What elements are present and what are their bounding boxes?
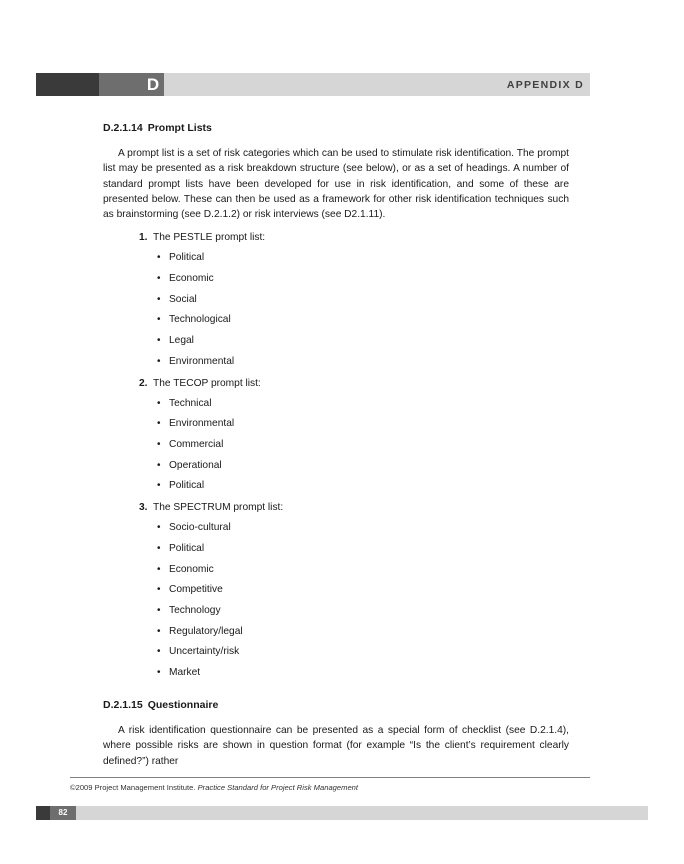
copyright-text: ©2009 Project Management Institute. (70, 783, 196, 792)
list-title-text: The TECOP prompt list: (153, 378, 261, 389)
list-item: • Operational (157, 460, 222, 471)
page-bar (36, 806, 648, 820)
list-item: • Competitive (157, 584, 223, 595)
section-number: D.2.1.14 (103, 122, 143, 134)
section-number: D.2.1.15 (103, 699, 143, 711)
bullet-icon: • (157, 480, 161, 491)
bullet-icon: • (157, 626, 161, 637)
list-item: • Political (157, 543, 205, 554)
bullet-icon: • (157, 314, 161, 325)
list-number: 1. (139, 232, 148, 243)
bullet-icon: • (157, 564, 161, 575)
appendix-label: APPENDIX D (506, 79, 584, 91)
list-number: 2. (139, 378, 148, 389)
page-bar-dark (36, 806, 50, 820)
list-item: • Economic (157, 564, 214, 575)
list-item: • Political (157, 252, 205, 263)
list-title-spectrum (139, 502, 283, 513)
bullet-icon: • (157, 646, 161, 657)
bullet-icon: • (157, 294, 161, 305)
list-title-text: The SPECTRUM prompt list: (153, 502, 284, 513)
bullet-icon: • (157, 584, 161, 595)
bullet-icon: • (157, 543, 161, 554)
bullet-icon: • (157, 273, 161, 284)
list-item: • Commercial (157, 439, 224, 450)
bullet-icon: • (157, 252, 161, 263)
list-number: 3. (139, 502, 148, 513)
bullet-icon: • (157, 522, 161, 533)
list-item: • Political (157, 480, 205, 491)
list-item: • Regulatory/legal (157, 626, 243, 637)
list-item: • Social (157, 294, 197, 305)
list-title-tecop (139, 378, 261, 389)
bullet-icon: • (157, 335, 161, 346)
section-title: Questionnaire (147, 699, 219, 711)
list-item: • Environmental (157, 418, 235, 429)
list-item: • Technical (157, 398, 212, 409)
list-item: • Technology (157, 605, 221, 616)
section-heading-questionnaire (103, 699, 218, 711)
bullet-icon: • (157, 356, 161, 367)
list-item: • Environmental (157, 356, 235, 367)
footer-citation (70, 783, 358, 792)
list-item: • Socio-cultural (157, 522, 231, 533)
list-item: • Technological (157, 314, 231, 325)
appendix-letter: D (146, 75, 160, 94)
footer-rule (70, 777, 590, 778)
bullet-icon: • (157, 460, 161, 471)
bullet-icon: • (157, 398, 161, 409)
section-heading-prompt-lists (103, 122, 212, 134)
list-title-pestle (139, 232, 265, 243)
section-title: Prompt Lists (147, 122, 212, 134)
questionnaire-paragraph: A risk identification questionnaire can be presented as a special form of checklist (see D.2.1.4), where possible risks are shown in question format (for example “Is the client’s requirement clearly defined?”) rather (103, 725, 569, 767)
list-item: • Legal (157, 335, 194, 346)
bullet-icon: • (157, 605, 161, 616)
prompt-lists-paragraph: A prompt list is a set of risk categories which can be used to stimulate risk identification. The prompt list may be presented as a risk breakdown structure (see below), or as a set of headings. A number of standard prompt lists have been developed for use in risk identification, and some of these are presented below. These can then be used as a framework for other risk identification techniques such as brainstorming (see D.2.1.2) or risk interviews (see D2.1.11). (103, 148, 569, 221)
bullet-icon: • (157, 667, 161, 678)
header-dark-block (36, 73, 99, 96)
page-number: 82 (50, 806, 76, 820)
bullet-icon: • (157, 418, 161, 429)
list-item: • Market (157, 667, 201, 678)
list-title-text: The PESTLE prompt list: (153, 232, 266, 243)
list-item: • Economic (157, 273, 214, 284)
publication-title: Practice Standard for Project Risk Management (197, 783, 358, 792)
bullet-icon: • (157, 439, 161, 450)
list-item: • Uncertainty/risk (157, 646, 240, 657)
